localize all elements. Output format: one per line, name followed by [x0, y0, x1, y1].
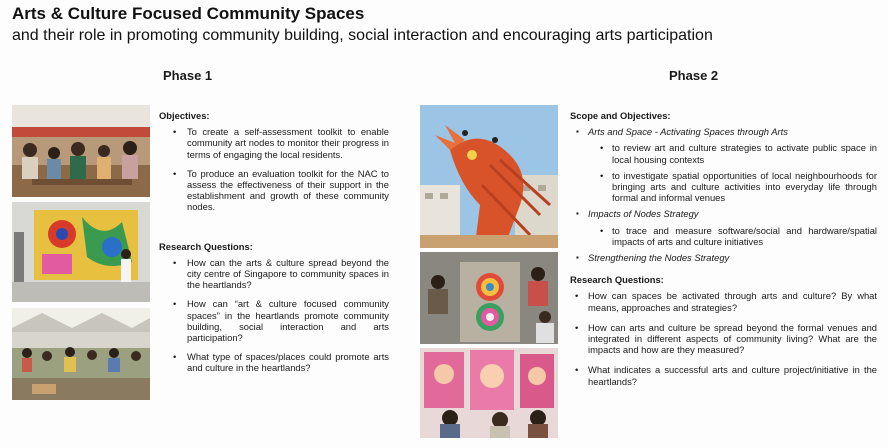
- list-item: • What type of spaces/places could promote arts and culture in the heartlands?: [159, 351, 389, 373]
- scope-subitem: • to review art and culture strategies to activate public space in local housing contexts: [570, 142, 877, 164]
- photo-pink-exhibition: [420, 348, 558, 438]
- slide-subtitle: and their role in promoting community building, social interaction and encouraging arts participation: [12, 27, 713, 44]
- scope-item: ▪ Impacts of Nodes Strategy: [570, 208, 877, 219]
- scope-item: ▪ Strengthening the Nodes Strategy: [570, 252, 877, 263]
- list-item: • How can “art & culture focused community spaces” in the heartlands promote community building, social interaction and arts participation?: [159, 298, 389, 343]
- phase2-text: [570, 110, 877, 396]
- phase2-scope-heading: Scope and Objectives:: [570, 110, 671, 121]
- list-item: • How can spaces be activated through arts and culture? By what means, approaches and strategies?: [570, 290, 877, 312]
- photo-ground-art: [420, 252, 558, 344]
- photo-dragon-playground: [420, 105, 558, 248]
- scope-subitem: • to investigate spatial opportunities of local neighbourhoods for bringing arts and culture activities into everyday life through formal and informal venues: [570, 170, 877, 204]
- list-item: • How can arts and culture be spread beyond the formal venues and integrated in different aspects of community living? What are the impacts and how are they measured?: [570, 322, 877, 356]
- scope-subitem: • to trace and measure software/social and hardware/spatial impacts of arts and culture initiatives: [570, 225, 877, 247]
- photo-community-gathering: [12, 105, 150, 197]
- phase1-objectives-list: [159, 126, 389, 212]
- phase2-scope-list: [570, 126, 877, 263]
- photo-mural-painting: [12, 202, 150, 302]
- list-item: • How can the arts & culture spread beyond the city centre of Singapore to community spaces in the heartlands?: [159, 257, 389, 291]
- list-item: • To produce an evaluation toolkit for the NAC to assess the effectiveness of their support in the establishment and growth of these community nodes.: [159, 168, 389, 213]
- list-item: • To create a self-assessment toolkit to enable community art nodes to monitor their progress in terms of engaging the local residents.: [159, 126, 389, 160]
- list-item: • What indicates a successful arts and culture project/initiative in the heartlands?: [570, 364, 877, 386]
- phase1-text: [159, 110, 389, 382]
- phase1-heading: Phase 1: [163, 68, 213, 83]
- phase2-rq-list: [570, 290, 877, 386]
- phase1-objectives-heading: Objectives:: [159, 110, 210, 121]
- photo-market-crowd: [12, 308, 150, 400]
- slide-title: Arts & Culture Focused Community Spaces: [12, 4, 365, 23]
- phase2-rq-heading: Research Questions:: [570, 274, 664, 286]
- phase2-heading: Phase 2: [669, 68, 719, 83]
- phase1-rq-heading: Research Questions:: [159, 240, 253, 252]
- scope-item: ▪ Arts and Space - Activating Spaces through Arts: [570, 126, 877, 137]
- phase1-rq-list: [159, 257, 389, 374]
